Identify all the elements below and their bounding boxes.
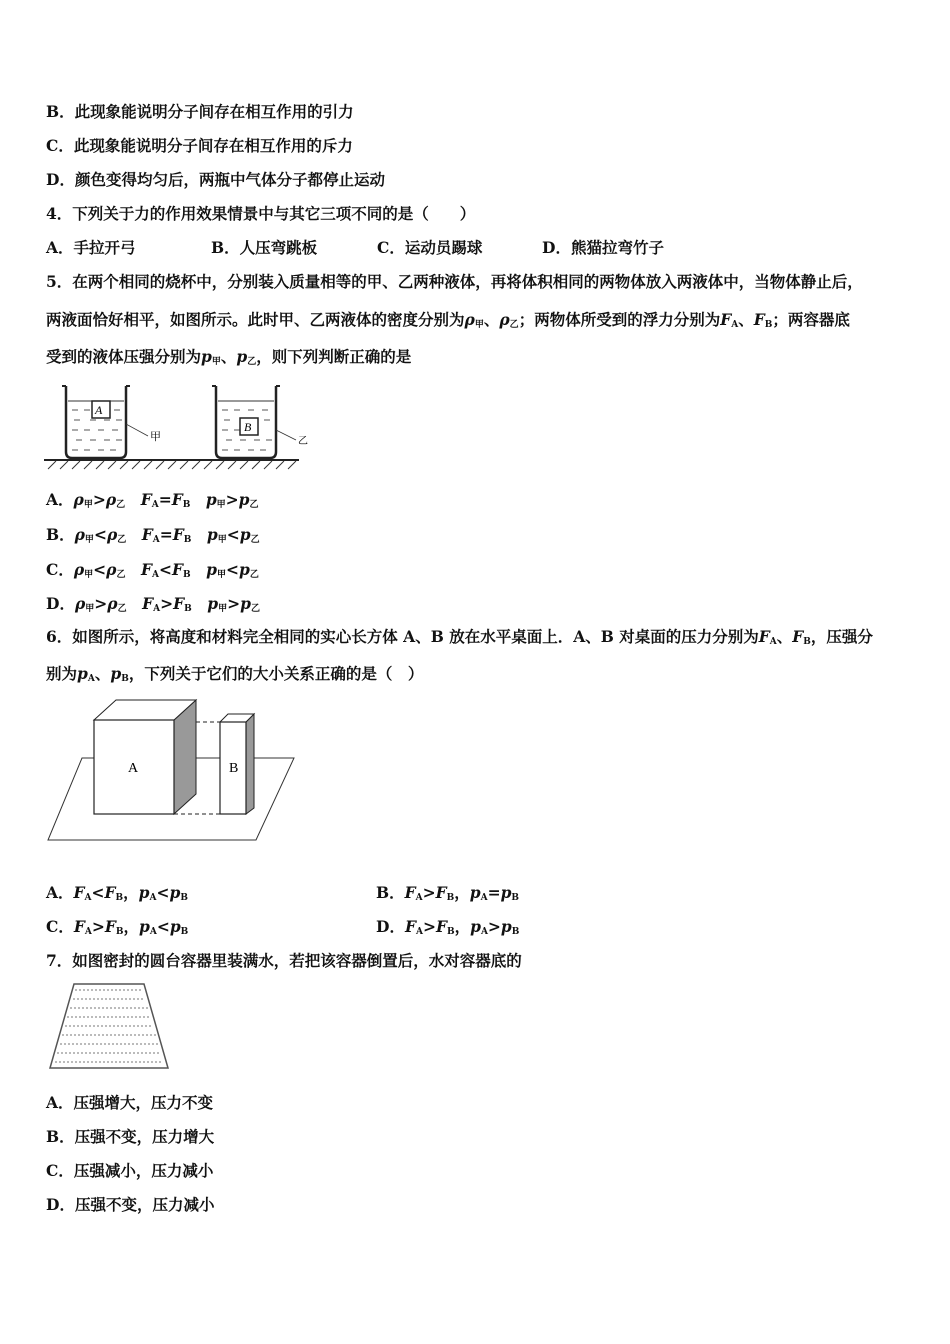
- q4-stem: 4．下列关于力的作用效果情景中与其它三项不同的是（ ）: [46, 204, 476, 223]
- q6-fig-label-a: A: [128, 761, 139, 776]
- q5-fig-label-a: A: [95, 403, 103, 417]
- q6-blocks-figure: [44, 698, 300, 844]
- q4-option-a: A．手拉开弓: [46, 238, 136, 257]
- q7-option-b: B．压强不变，压力增大: [46, 1127, 215, 1146]
- q6-option-a: A．$F_A<F_B$，$p_A<p_B$: [46, 883, 188, 903]
- q5-fig-label-yi: 乙: [298, 436, 308, 447]
- q5-option-c: C．$\rho_甲<\rho_乙$ $F_A<F_B$ $p_甲<p_乙$: [46, 560, 259, 580]
- q3-option-d: D．颜色变得均匀后，两瓶中气体分子都停止运动: [46, 170, 385, 189]
- q5-option-b: B．$\rho_甲<\rho_乙$ $F_A=F_B$ $p_甲<p_乙$: [46, 525, 260, 545]
- q5-beakers-figure: [44, 380, 314, 470]
- q7-stem: 7．如图密封的圆台容器里装满水，若把该容器倒置后，水对容器底的: [46, 951, 522, 970]
- q5-stem-line3: 受到的液体压强分别为$p_甲$、$p_乙$，则下列判断正确的是: [46, 347, 412, 367]
- q5-option-d: D．$\rho_甲>\rho_乙$ $F_A>F_B$ $p_甲>p_乙$: [46, 594, 260, 614]
- q6-fig-label-b: B: [229, 761, 239, 776]
- q5-stem-line1: 5．在两个相同的烧杯中，分别装入质量相等的甲、乙两种液体，再将体积相同的两物体放入两液体中，当物体静止后，: [46, 272, 863, 291]
- q7-container-figure: [44, 980, 174, 1072]
- q5-option-a: A．$\rho_甲>\rho_乙$ $F_A=F_B$ $p_甲>p_乙$: [46, 490, 259, 510]
- q6-option-d: D．$F_A>F_B$，$p_A>p_B$: [376, 917, 520, 937]
- q7-option-d: D．压强不变，压力减小: [46, 1195, 215, 1214]
- q6-stem-line1: 6．如图所示，将高度和材料完全相同的实心长方体 A、B 放在水平桌面上．A、B 对桌面的压力分别为$F_A$、$F_B$，压强分: [46, 627, 873, 647]
- q4-option-d: D．熊猫拉弯竹子: [542, 238, 664, 257]
- q6-stem-line2: 别为$p_A$、$p_B$，下列关于它们的大小关系正确的是（ ）: [46, 664, 424, 684]
- q7-option-a: A．压强增大，压力不变: [46, 1093, 214, 1112]
- q6-option-c: C．$F_A>F_B$，$p_A<p_B$: [46, 917, 189, 937]
- q4-option-b: B．人压弯跳板: [211, 238, 318, 257]
- q3-option-c: C．此现象能说明分子间存在相互作用的斥力: [46, 136, 353, 155]
- q7-option-c: C．压强减小，压力减小: [46, 1161, 214, 1180]
- q6-option-b: B．$F_A>F_B$，$p_A=p_B$: [376, 883, 520, 903]
- q5-fig-label-jia: 甲: [150, 430, 161, 443]
- q5-stem-line2: 两液面恰好相平，如图所示。此时甲、乙两液体的密度分别为$\rho_甲$、$\rho_乙$；两物体所受到的浮力分别为$F_A$、$F_B$；两容器底: [46, 310, 850, 330]
- q3-option-b: B．此现象能说明分子间存在相互作用的引力: [46, 102, 354, 121]
- q4-option-c: C．运动员踢球: [377, 238, 483, 257]
- q5-fig-label-b: B: [244, 420, 252, 434]
